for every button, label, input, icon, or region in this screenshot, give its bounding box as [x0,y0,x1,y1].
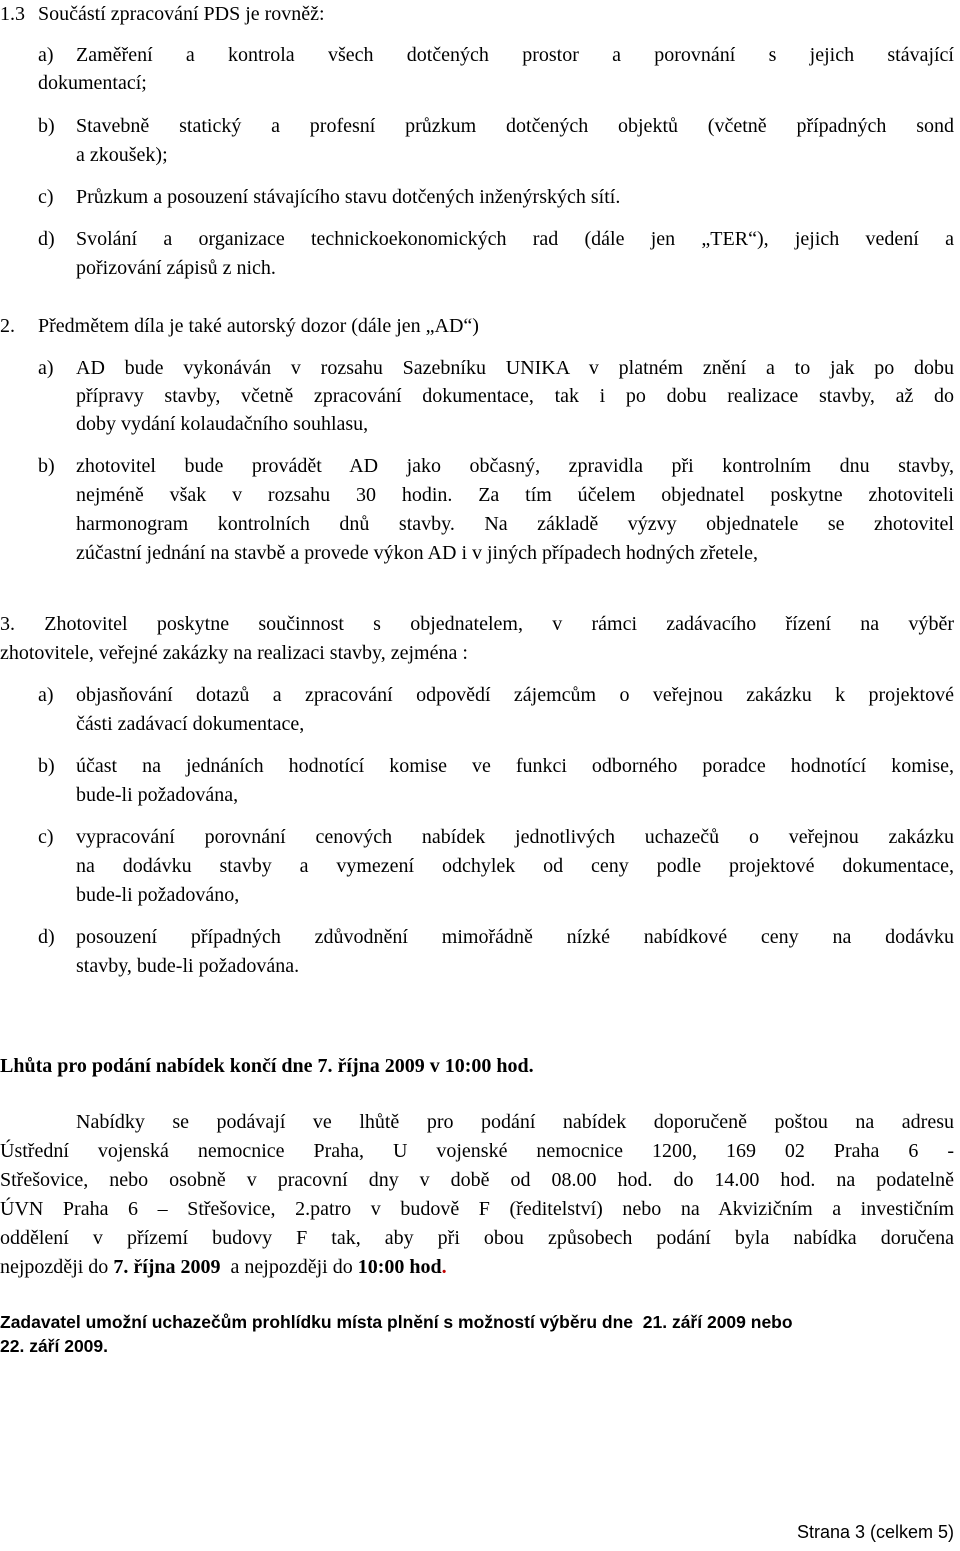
item-3-c-line-3: bude-li požadováno, [76,884,240,906]
item-2-b-line-3: harmonogram kontrolních dnů stavby. Na základě výzvy objednatele se zhotovitel [76,513,954,535]
item-3-b-line-1: účast na jednáních hodnotící komise ve funkci odborného poradce hodnotící komise, [76,755,954,777]
item-2-b-line-4: zúčastní jednání na stavbě a provede výkon AD i v jiných případech hodných zřetele, [76,542,758,564]
item-1-3-c-label: c) [38,186,54,208]
submission-line-1: Nabídky se podávají ve lhůtě pro podání nabídek doporučeně poštou na adresu [76,1111,954,1133]
item-2-b-label: b) [38,455,55,477]
item-2-b-line-2: nejméně však v rozsahu 30 hodin. Za tím účelem objednatel poskytne zhotoviteli [76,484,954,506]
item-2-a-label: a) [38,357,54,379]
item-1-3-b-line-2: a zkoušek); [76,144,168,166]
section-3-line-2: zhotovitele, veřejné zakázky na realizaci stavby, zejména : [0,642,468,664]
item-3-d-line-2: stavby, bude-li požadována. [76,955,300,977]
item-1-3-d-label: d) [38,228,55,250]
section-3-line-1: 3. Zhotovitel poskytne součinnost s objednatelem, v rámci zadávacího řízení na výběr [0,613,954,635]
item-1-3-b-label: b) [38,115,55,137]
item-3-d-line-1: posouzení případných zdůvodnění mimořádně nízké nabídkové ceny na dodávku [76,926,954,948]
item-2-a-line-3: doby vydání kolaudačního souhlasu, [76,413,369,435]
deadline-heading: Lhůta pro podání nabídek končí dne 7. října 2009 v 10:00 hod. [0,1055,534,1077]
section-1-3-number: 1.3 [0,3,25,25]
page-number: Strana 3 (celkem 5) [796,1522,954,1542]
item-1-3-d-line-1: Svolání a organizace technickoekonomických rad (dále jen „TER“), jejich vedení a [76,228,954,250]
submission-mid: a nejpozději do [220,1256,358,1278]
item-2-a-line-2: přípravy stavby, včetně zpracování dokumentace, tak i po dobu realizace stavby, až do [76,385,954,407]
item-3-d-label: d) [38,926,55,948]
item-1-3-d-line-2: pořizování zápisů z nich. [76,257,276,279]
inspection-line-2: 22. září 2009. [0,1336,108,1356]
submission-date: 7. října 2009 [113,1256,221,1278]
item-2-a-line-1: AD bude vykonáván v rozsahu Sazebníku UNIKA v platném znění a to jak po dobu [76,357,954,379]
item-3-b-label: b) [38,755,55,777]
item-1-3-a-line-2: dokumentací; [38,72,147,94]
section-2-number: 2. [0,315,15,337]
item-3-c-line-2: na dodávku stavby a vymezení odchylek od ceny podle projektové dokumentace, [76,855,954,877]
inspection-line-1: Zadavatel umožní uchazečům prohlídku místa plnění s možností výběru dne 21. září 2009 nebo [0,1312,793,1332]
item-3-c-label: c) [38,826,54,848]
item-3-b-line-2: bude-li požadována, [76,784,239,806]
section-1-3-title: Součástí zpracování PDS je rovněž: [38,3,325,25]
submission-line-2: Ústřední vojenská nemocnice Praha, U vojenské nemocnice 1200, 169 02 Praha 6 - [0,1140,954,1162]
section-2-title: Předmětem díla je také autorský dozor (dále jen „AD“) [38,315,479,337]
item-3-a-line-2: části zadávací dokumentace, [76,713,305,735]
submission-line-4: ÚVN Praha 6 – Střešovice, 2.patro v budově F (ředitelství) nebo na Akvizičním a investičním [0,1198,954,1220]
submission-line-5: oddělení v přízemí budovy F tak, aby při obou způsobech podání byla nabídka doručena [0,1227,954,1249]
item-2-b-line-1: zhotovitel bude provádět AD jako občasný, zpravidla při kontrolním dnu stavby, [76,455,954,477]
item-1-3-c-line-1: Průzkum a posouzení stávajícího stavu dotčených inženýrských sítí. [76,186,621,208]
item-3-a-label: a) [38,684,54,706]
item-1-3-a-label: a) [38,44,54,66]
submission-line-3: Střešovice, nebo osobně v pracovní dny v době od 08.00 hod. do 14.00 hod. na podatelně [0,1169,954,1191]
item-3-a-line-1: objasňování dotazů a zpracování odpovědí zájemcům o veřejnou zakázku k projektové [76,684,954,706]
submission-time: 10:00 hod [357,1256,442,1278]
submission-end: . [441,1256,447,1278]
submission-line-6 [0,1257,447,1277]
item-1-3-a-line-1: Zaměření a kontrola všech dotčených prostor a porovnání s jejich stávající [76,44,954,66]
submission-prefix: nejpozději do [0,1256,114,1278]
item-3-c-line-1: vypracování porovnání cenových nabídek jednotlivých uchazečů o veřejnou zakázku [76,826,954,848]
item-1-3-b-line-1: Stavebně statický a profesní průzkum dotčených objektů (včetně případných sond [76,115,954,137]
